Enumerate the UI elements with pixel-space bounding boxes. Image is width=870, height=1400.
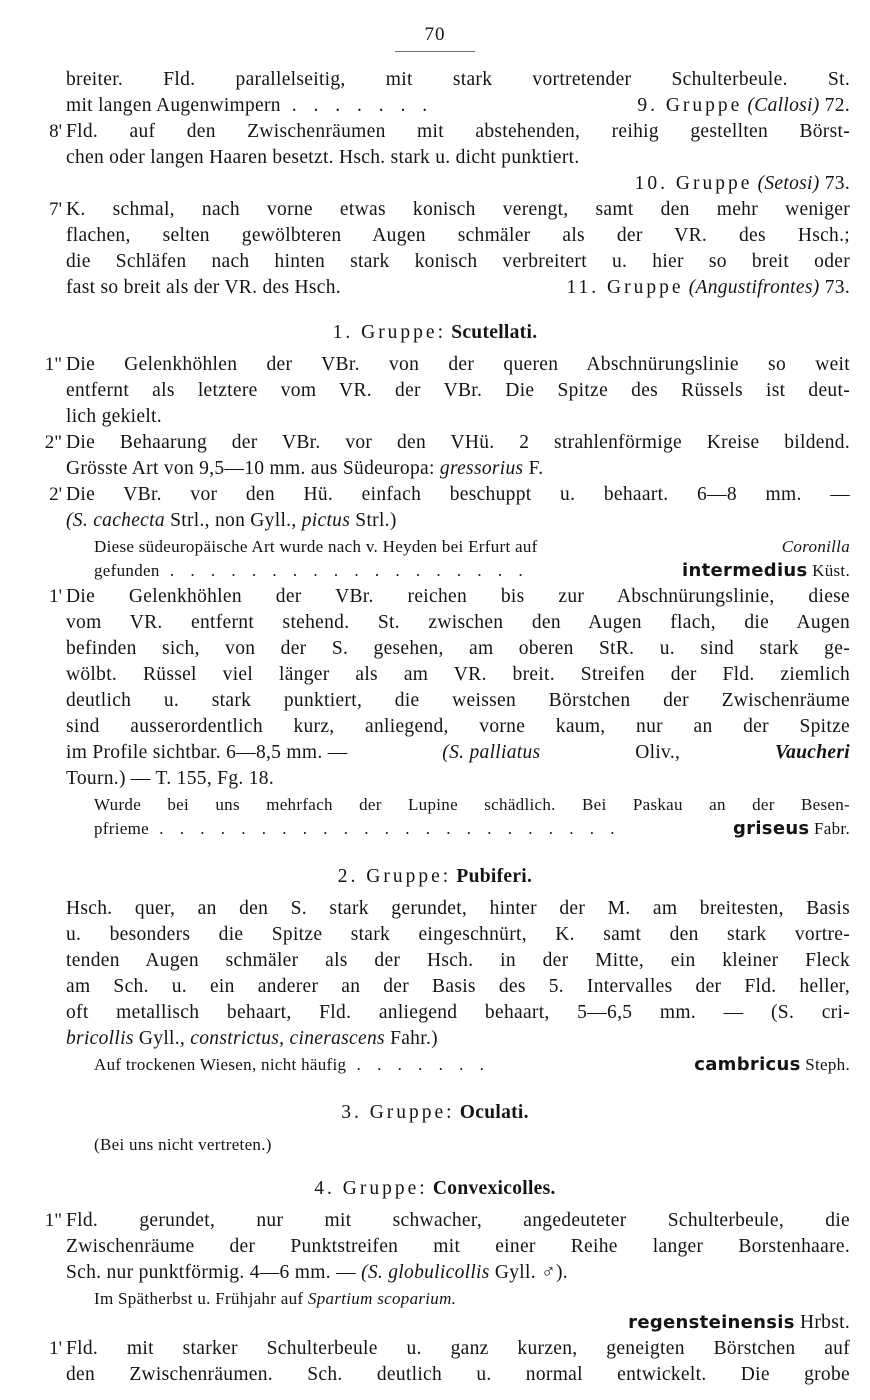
text-line: sind ausserordentlich kurz, anliegend, vorne kaum, nur an der Spitze — [66, 716, 850, 737]
key-marker: 1" — [44, 354, 62, 375]
key-marker: 2" — [44, 432, 62, 453]
text-line: Die Gelenkhöhlen der VBr. von der queren Abschnürungslinie so weit — [66, 354, 850, 375]
text-line: flachen, selten gewölbteren Augen schmäler als der VR. des Hsch.; — [66, 225, 850, 246]
species-name: regensteinensis Hrbst. — [628, 1312, 850, 1333]
text-line: wölbt. Rüssel viel länger als am VR. breit. Streifen der Fld. ziemlich — [66, 664, 850, 685]
text-line: Fld. auf den Zwischenräumen mit abstehenden, reihig gestellten Börst- — [66, 121, 850, 142]
note-line: gefunden . . . . . . . . . . . . . . . . . . intermedius Küst. — [94, 558, 850, 584]
text-line: befinden sich, von der S. gesehen, am oberen StR. u. sind stark ge- — [66, 638, 850, 659]
section-heading: 3. Gruppe: Oculati. — [341, 1102, 529, 1123]
group-ref: 11. Gruppe (Angustifrontes) 73. — [566, 277, 850, 298]
text-fragment: mit langen Augenwimpern . . . . . . . — [66, 95, 434, 116]
text-line: Die Gelenkhöhlen der VBr. reichen bis zur Abschnürungslinie, diese — [66, 586, 850, 607]
text-line: den Zwischenräumen. Sch. deutlich u. normal entwickelt. Die grobe — [66, 1364, 850, 1385]
text-line: oft metallisch behaart, Fld. anliegend behaart, 5—6,5 mm. — (S. cri- — [66, 1002, 850, 1023]
key-marker: 1' — [49, 586, 62, 607]
key-marker: 1' — [49, 1338, 62, 1359]
text-line: tenden Augen schmäler als der Hsch. in der Mitte, ein kleiner Fleck — [66, 950, 850, 971]
text-line: fast so breit als der VR. des Hsch. 11. Gruppe (Angustifrontes) 73. — [66, 275, 850, 301]
key-marker: 1" — [44, 1210, 62, 1231]
note-line: (Bei uns nicht vertreten.) — [94, 1135, 272, 1154]
section-heading: 2. Gruppe: Pubiferi. — [337, 866, 533, 887]
text-line: bricollis Gyll., constrictus, cinerascens Fahr.) — [66, 1028, 438, 1049]
text-line: Zwischenräume der Punktstreifen mit einer Reihe langer Borstenhaare. — [66, 1236, 850, 1257]
text-line: chen oder langen Haaren besetzt. Hsch. stark u. dicht punktiert. — [66, 147, 580, 168]
species-name: griseus Fabr. — [732, 818, 850, 839]
text-line: Grösste Art von 9,5—10 mm. aus Südeuropa: gressorius F. — [66, 458, 544, 479]
text-line: Sch. nur punktförmig. 4—6 mm. — (S. globulicollis Gyll. ♂). — [66, 1262, 568, 1283]
key-marker: 7' — [49, 199, 62, 220]
text-line: im Profile sichtbar. 6—8,5 mm. — (S. palliatus Oliv., Vaucheri — [66, 742, 850, 763]
header-rule — [395, 51, 475, 52]
text-line: am Sch. u. ein anderer an der Basis des 5. Intervalles der Fld. heller, — [66, 976, 850, 997]
text-line — [66, 93, 850, 119]
text-line: Fld. mit starker Schulterbeule u. ganz kurzen, geneigten Börstchen auf — [66, 1338, 850, 1359]
text-line: breiter. Fld. parallelseitig, mit stark vortretender Schulterbeule. St. — [66, 69, 850, 90]
section-heading: 4. Gruppe: Convexicolles. — [314, 1178, 556, 1199]
text-line: Die VBr. vor den Hü. einfach beschuppt u. behaart. 6—8 mm. — — [66, 484, 850, 505]
group-ref: 9. Gruppe (Callosi) 72. — [637, 95, 850, 116]
note-line: pfrieme . . . . . . . . . . . . . . . . . . . . . . . griseus Fabr. — [94, 816, 850, 842]
text-line: die Schläfen nach hinten stark konisch verbreitert u. hier so breit oder — [66, 251, 850, 272]
note-line: Diese südeuropäische Art wurde nach v. Heyden bei Erfurt auf Coronilla — [94, 537, 850, 556]
text-line: (S. cachecta Strl., non Gyll., pictus Strl.) — [66, 510, 397, 531]
text-line: lich gekielt. — [66, 406, 162, 427]
note-line: Im Spätherbst u. Frühjahr auf Spartium scoparium. — [94, 1289, 457, 1308]
species-name: intermedius Küst. — [682, 560, 850, 581]
text-line: deutlich u. stark punktiert, die weissen Börstchen der Zwischenräume — [66, 690, 850, 711]
note-line: Wurde bei uns mehrfach der Lupine schädlich. Bei Paskau an der Besen- — [94, 795, 850, 814]
text-line: Fld. gerundet, nur mit schwacher, angedeuteter Schulterbeule, die — [66, 1210, 850, 1231]
key-marker: 8' — [49, 121, 62, 142]
text-line: u. besonders die Spitze stark eingeschnürt, K. samt den stark vortre- — [66, 924, 850, 945]
text-line: Die Behaarung der VBr. vor den VHü. 2 strahlenförmige Kreise bildend. — [66, 432, 850, 453]
text-line: K. schmal, nach vorne etwas konisch verengt, samt den mehr weniger — [66, 199, 850, 220]
section-heading: 1. Gruppe: Scutellati. — [332, 322, 538, 343]
text-line: entfernt als letztere vom VR. der VBr. Die Spitze des Rüssels ist deut- — [66, 380, 850, 401]
species-name: cambricus Steph. — [694, 1054, 850, 1075]
text-line: Tourn.) — T. 155, Fg. 18. — [66, 768, 274, 789]
group-ref: 10. Gruppe (Setosi) 73. — [634, 173, 850, 194]
key-marker: 2' — [49, 484, 62, 505]
note-line: Auf trockenen Wiesen, nicht häufig . . . . . . . cambricus Steph. — [94, 1052, 850, 1078]
page-number: 70 — [424, 24, 446, 45]
text-line: vom VR. entfernt stehend. St. zwischen den Augen flach, die Augen — [66, 612, 850, 633]
text-line: Hsch. quer, an den S. stark gerundet, hinter der M. am breitesten, Basis — [66, 898, 850, 919]
